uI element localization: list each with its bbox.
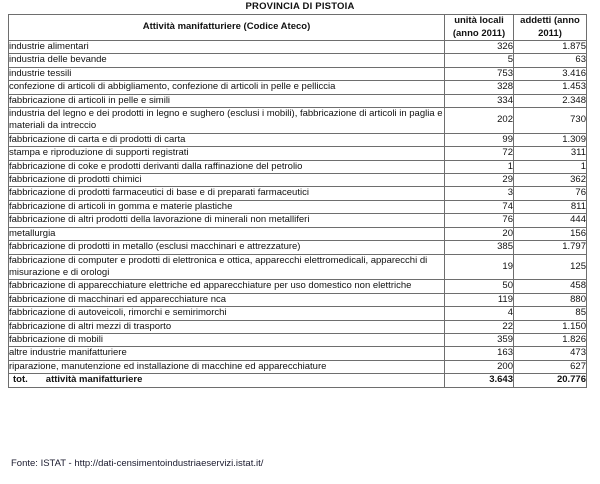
cell-total-addetti: 20.776 [514, 374, 587, 387]
table-row [9, 54, 587, 67]
column-header-unita-locali-line1: unità locali [454, 15, 504, 26]
cell-unita-locali: 72 [445, 147, 514, 160]
cell-addetti: 880 [514, 293, 587, 306]
column-header-addetti-line2: 2011) [538, 27, 562, 39]
cell-unita-locali: 74 [445, 200, 514, 213]
cell-activity: fabbricazione di apparecchiature elettriche ed apparecchiature per uso domestico non elettriche [9, 280, 445, 293]
table-row [9, 41, 587, 54]
cell-unita-locali: 119 [445, 293, 514, 306]
cell-unita-locali: 20 [445, 227, 514, 240]
table-row [9, 227, 587, 240]
cell-unita-locali: 385 [445, 241, 514, 254]
cell-activity: fabbricazione di articoli in pelle e simili [9, 94, 445, 107]
cell-activity: industrie alimentari [9, 41, 445, 54]
cell-activity: fabbricazione di autoveicoli, rimorchi e semirimorchi [9, 307, 445, 320]
table-header-row [9, 15, 587, 41]
manufacturing-activities-table [8, 14, 587, 388]
column-header-addetti-line1: addetti (anno [520, 15, 580, 26]
cell-addetti: 76 [514, 187, 587, 200]
table-row [9, 187, 587, 200]
table-row [9, 293, 587, 306]
cell-activity: industria delle bevande [9, 54, 445, 67]
table-body [9, 41, 587, 388]
cell-activity: fabbricazione di altri prodotti della lavorazione di minerali non metalliferi [9, 214, 445, 227]
cell-addetti: 362 [514, 174, 587, 187]
page-title: PROVINCIA DI PISTOIA [245, 1, 355, 12]
table-header [9, 15, 587, 41]
cell-addetti: 627 [514, 360, 587, 373]
cell-addetti: 1.150 [514, 320, 587, 333]
cell-activity: fabbricazione di mobili [9, 333, 445, 346]
cell-activity: fabbricazione di prodotti farmaceutici di base e di preparati farmaceutici [9, 187, 445, 200]
cell-unita-locali: 5 [445, 54, 514, 67]
cell-unita-locali: 328 [445, 81, 514, 94]
cell-unita-locali: 334 [445, 94, 514, 107]
cell-addetti: 1.875 [514, 41, 587, 54]
cell-unita-locali: 4 [445, 307, 514, 320]
cell-activity: fabbricazione di altri mezzi di trasporto [9, 320, 445, 333]
cell-addetti: 444 [514, 214, 587, 227]
cell-addetti: 458 [514, 280, 587, 293]
column-header-unita-locali [445, 15, 514, 41]
total-label-text: attività manifatturiere [45, 374, 143, 386]
cell-activity: fabbricazione di articoli in gomma e materie plastiche [9, 200, 445, 213]
table-row [9, 160, 587, 173]
cell-addetti: 1 [514, 160, 587, 173]
cell-activity: fabbricazione di prodotti chimici [9, 174, 445, 187]
cell-addetti: 1.309 [514, 133, 587, 146]
cell-activity: fabbricazione di prodotti in metallo (esclusi macchinari e attrezzature) [9, 241, 445, 254]
cell-unita-locali: 22 [445, 320, 514, 333]
cell-activity: fabbricazione di macchinari ed apparecchiature nca [9, 293, 445, 306]
table-row [9, 307, 587, 320]
cell-unita-locali: 50 [445, 280, 514, 293]
cell-unita-locali: 29 [445, 174, 514, 187]
cell-addetti: 85 [514, 307, 587, 320]
cell-activity: industrie tessili [9, 67, 445, 80]
cell-unita-locali: 202 [445, 108, 514, 134]
table-row [9, 81, 587, 94]
cell-activity: metallurgia [9, 227, 445, 240]
table-row [9, 333, 587, 346]
column-header-unita-locali-line2: (anno 2011) [452, 27, 506, 39]
cell-activity: fabbricazione di carta e di prodotti di carta [9, 133, 445, 146]
cell-addetti: 63 [514, 54, 587, 67]
cell-addetti: 1.453 [514, 81, 587, 94]
cell-addetti: 473 [514, 347, 587, 360]
cell-activity: riparazione, manutenzione ed installazione di macchine ed apparecchiature [9, 360, 445, 373]
cell-addetti: 811 [514, 200, 587, 213]
table-row [9, 254, 587, 280]
cell-total-unita-locali: 3.643 [445, 374, 514, 387]
cell-unita-locali: 200 [445, 360, 514, 373]
cell-unita-locali: 163 [445, 347, 514, 360]
total-label-prefix: tot. [13, 374, 28, 386]
table-row [9, 241, 587, 254]
table-row [9, 214, 587, 227]
cell-unita-locali: 753 [445, 67, 514, 80]
column-header-activity: Attività manifatturiere (Codice Ateco) [9, 15, 445, 41]
cell-addetti: 2.348 [514, 94, 587, 107]
table-row [9, 347, 587, 360]
table-row [9, 147, 587, 160]
cell-addetti: 125 [514, 254, 587, 280]
cell-unita-locali: 1 [445, 160, 514, 173]
source-note: Fonte: ISTAT - http://dati-censimentoindustriaeservizi.istat.it/ [11, 458, 264, 469]
cell-unita-locali: 19 [445, 254, 514, 280]
table-row [9, 280, 587, 293]
table-row [9, 108, 587, 134]
manufacturing-activities-table-container [8, 14, 586, 388]
table-row [9, 133, 587, 146]
cell-activity: industria del legno e dei prodotti in legno e sughero (esclusi i mobili), fabbricazione di articoli in paglia e materiali da intreccio [9, 108, 443, 132]
cell-addetti: 1.826 [514, 333, 587, 346]
cell-addetti: 3.416 [514, 67, 587, 80]
cell-addetti: 1.797 [514, 241, 587, 254]
cell-activity: confezione di articoli di abbigliamento, confezione di articoli in pelle e pelliccia [9, 81, 445, 94]
table-row [9, 200, 587, 213]
table-row [9, 360, 587, 373]
cell-total-label [9, 374, 445, 387]
table-total-row [9, 374, 587, 387]
cell-activity: fabbricazione di computer e prodotti di elettronica e ottica, apparecchi elettromedicali, apparecchi di misurazione e di orologi [9, 254, 445, 280]
table-row [9, 174, 587, 187]
cell-activity: stampa e riproduzione di supporti registrati [9, 147, 445, 160]
cell-unita-locali: 76 [445, 214, 514, 227]
cell-unita-locali: 359 [445, 333, 514, 346]
table-row [9, 67, 587, 80]
table-row [9, 94, 587, 107]
cell-addetti: 730 [514, 108, 587, 134]
cell-unita-locali: 3 [445, 187, 514, 200]
cell-activity: altre industrie manifatturiere [9, 347, 445, 360]
column-header-addetti [514, 15, 587, 41]
cell-unita-locali: 326 [445, 41, 514, 54]
cell-addetti: 156 [514, 227, 587, 240]
cell-addetti: 311 [514, 147, 587, 160]
cell-unita-locali: 99 [445, 133, 514, 146]
table-row [9, 320, 587, 333]
cell-activity: fabbricazione di coke e prodotti derivanti dalla raffinazione del petrolio [9, 160, 445, 173]
